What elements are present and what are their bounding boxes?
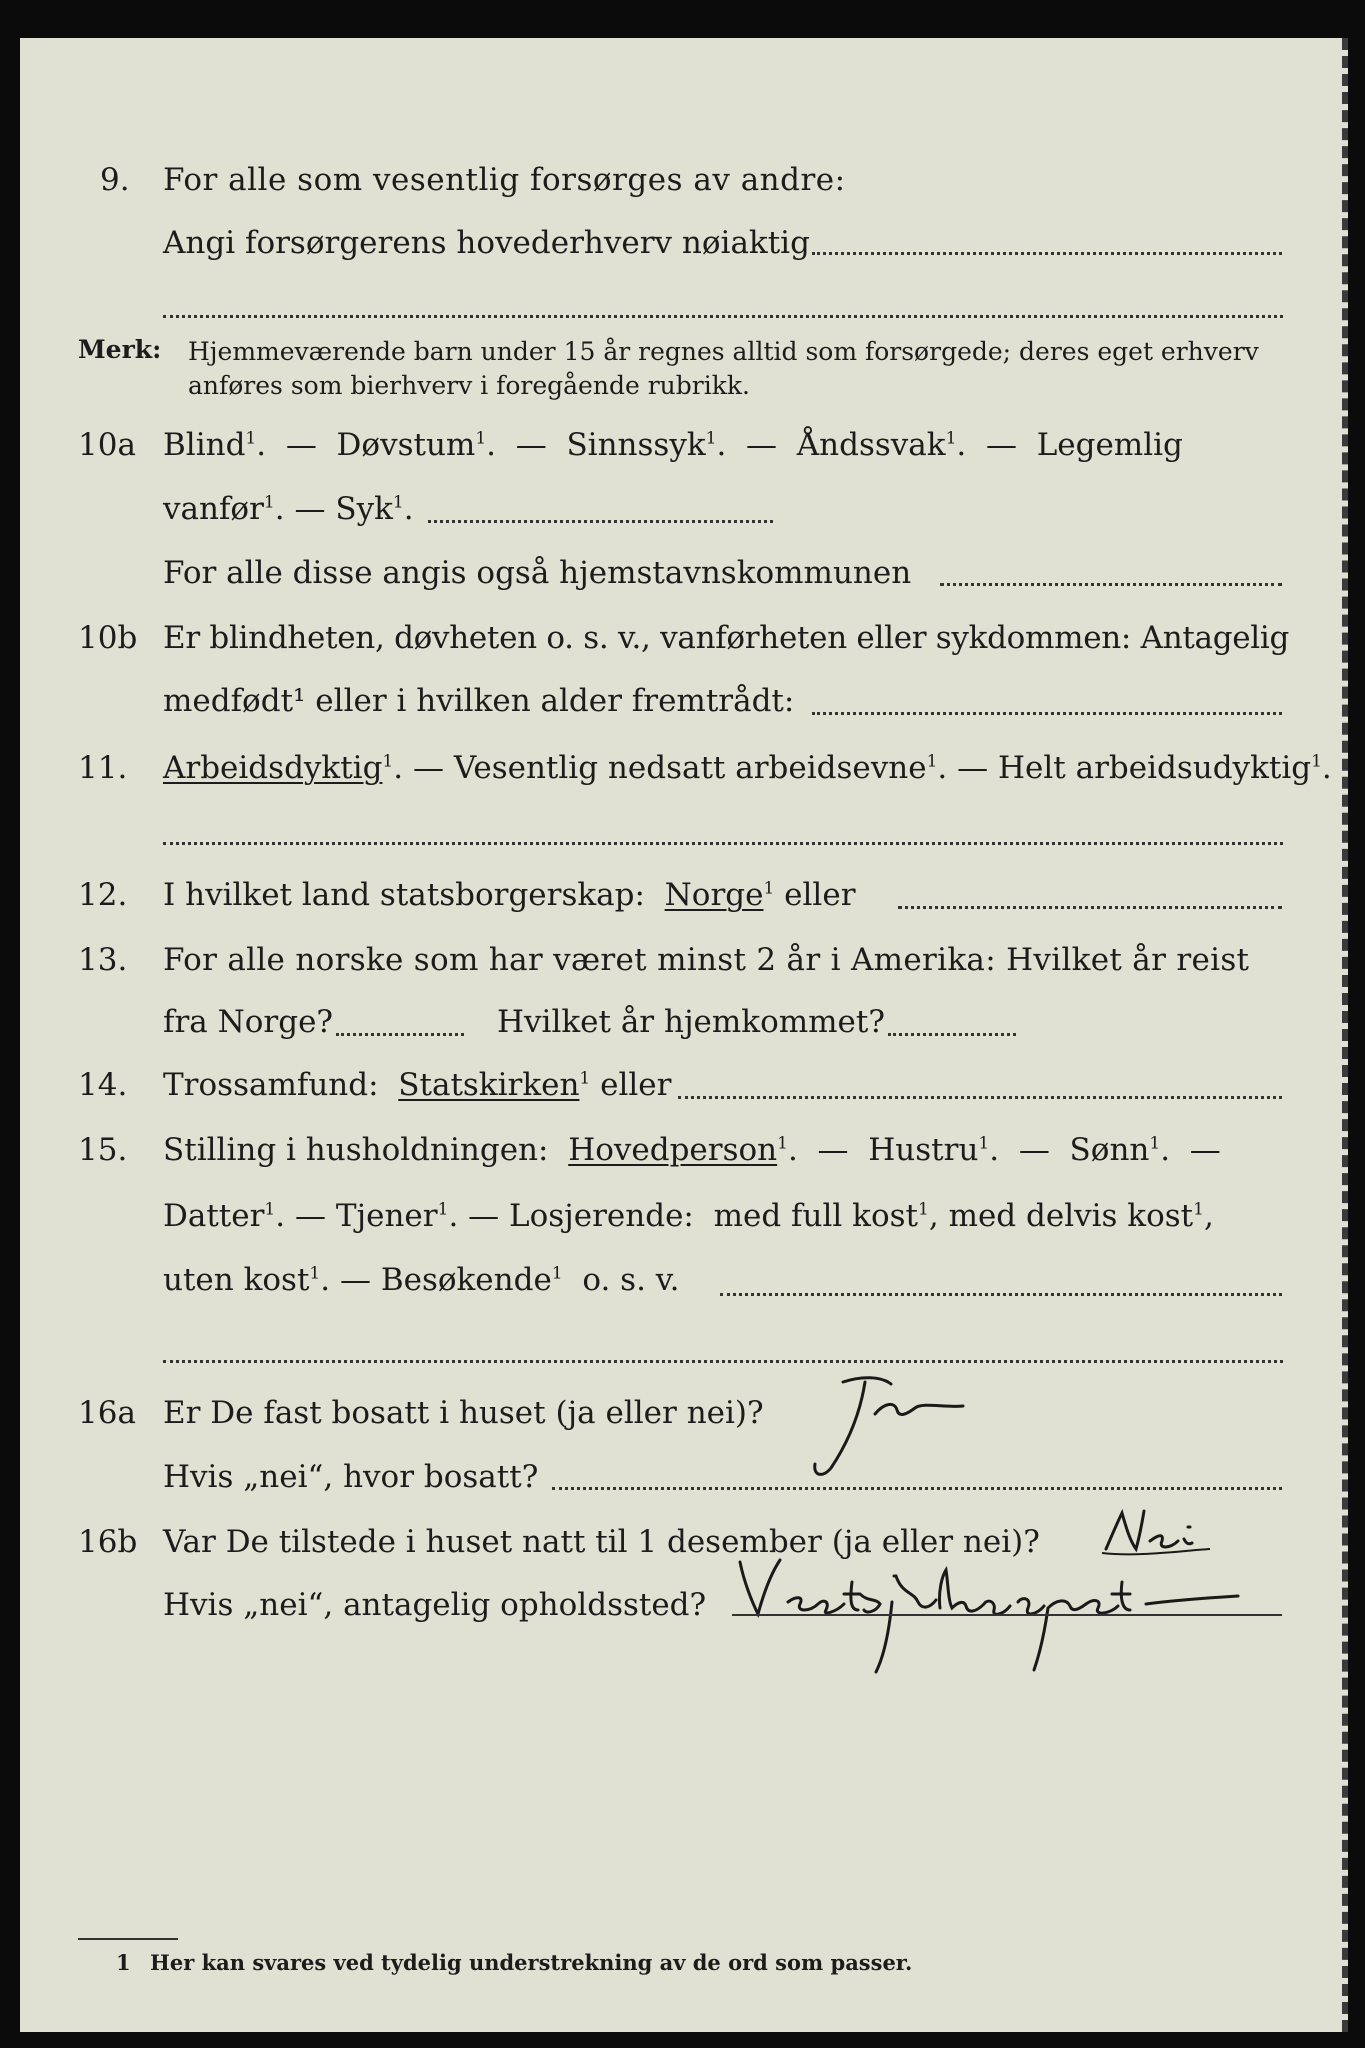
q9-line1: For alle som vesentlig forsørges av andre: (163, 162, 846, 198)
q13-answer-1 (336, 1033, 464, 1036)
q9-answer-line (812, 252, 1282, 255)
opt-legemlig: Legemlig (1036, 427, 1183, 463)
q14-suffix: eller (600, 1067, 672, 1103)
merk-line2: anføres som bierhverv i foregående rubrikk. (188, 371, 750, 400)
q14-prefix: Trossamfund: (163, 1067, 379, 1103)
q12-prefix: I hvilket land statsborgerskap: (163, 877, 645, 913)
q9-number: 9. (100, 162, 130, 198)
q14-answer-line (678, 1096, 1282, 1099)
opt-sonn: Sønn (1069, 1132, 1150, 1168)
q12-suffix: eller (784, 877, 856, 913)
q14-line: Trossamfund: Statskirken$^1$ eller (163, 1067, 672, 1103)
opt-besokende: Besøkende (380, 1262, 552, 1298)
merk-line1: Hjemmeværende barn under 15 år regnes alltid som forsørgede; deres eget erhverv (188, 337, 1259, 366)
opt-hustru: Hustru (868, 1132, 979, 1168)
q16b-number: 16b (78, 1524, 138, 1560)
opt-sinnssyk: Sinnssyk (566, 427, 706, 463)
q16a-number: 16a (78, 1395, 136, 1431)
q15-line2: Datter$^1$. — Tjener$^1$. — Losjerende: med full kost$^1$, med delvis kost$^1$, (163, 1198, 1214, 1234)
q15-prefix: Stilling i husholdningen: (163, 1132, 549, 1168)
q16b-answer-line (732, 1614, 1282, 1616)
q12-line: I hvilket land statsborgerskap: Norge$^1$ eller (163, 877, 856, 913)
opt-delvis: med delvis kost (948, 1198, 1194, 1234)
footnote-mark: 1 (116, 1950, 131, 1975)
q16b-line2: Hvis „nei“, antagelig opholdssted? (163, 1587, 707, 1623)
q11-answer-line (163, 842, 1283, 845)
q10a-line1: Blind$^1$. — Døvstum$^1$. — Sinnssyk$^1$. — Åndssvak$^1$. — Legemlig (163, 427, 1183, 463)
opt-andssvak: Åndssvak (796, 427, 946, 463)
q10a-answer-line-2 (940, 583, 1282, 586)
opt-udyktig: Helt arbeidsudyktig (997, 750, 1312, 786)
q15-line1: Stilling i husholdningen: Hovedperson$^1$. — Hustru$^1$. — Sønn$^1$. — (163, 1132, 1221, 1168)
q10a-answer-line (428, 520, 773, 523)
opt-syk: Syk (335, 491, 393, 527)
q10b-number: 10b (78, 620, 138, 656)
opt-dovstum: Døvstum (336, 427, 476, 463)
opt-datter: Datter (163, 1198, 265, 1234)
merk-label: Merk: (78, 335, 162, 364)
footnote-rule (78, 1938, 178, 1940)
q10b-answer-line (812, 712, 1282, 715)
q16a-answer-line (552, 1487, 1282, 1490)
opt-arbeidsdyktig: Arbeidsdyktig (163, 750, 383, 786)
opt-fullkost: med full kost (713, 1198, 918, 1234)
q15-osv: o. s. v. (582, 1262, 680, 1298)
opt-norge: Norge (664, 877, 764, 913)
q13-line2a: fra Norge? (163, 1004, 334, 1040)
q12-number: 12. (78, 877, 128, 913)
q13-answer-2 (888, 1033, 1016, 1036)
q13-line1: For alle norske som har været minst 2 år i Amerika: Hvilket år reist (163, 942, 1250, 978)
q13-number: 13. (78, 942, 128, 978)
opt-utenkost: uten kost (163, 1262, 310, 1298)
q12-answer-line (898, 906, 1282, 909)
q10a-line2: vanfør$^1$. — Syk$^1$. (163, 491, 414, 527)
q10a-number: 10a (78, 427, 136, 463)
q11-number: 11. (78, 750, 128, 786)
q10b-line1: Er blindheten, døvheten o. s. v., vanførheten eller sykdommen: Antagelig (163, 620, 1290, 656)
opt-losjerende: Losjerende: (509, 1198, 694, 1234)
q15-answer-line-2 (163, 1360, 1283, 1363)
opt-hovedperson: Hovedperson (568, 1132, 778, 1168)
q14-number: 14. (78, 1067, 128, 1103)
q13-line2b: Hvilket år hjemkommet? (497, 1004, 885, 1040)
q10b-line2: medfødt¹ eller i hvilken alder fremtrådt: (163, 683, 795, 719)
q15-line3: uten kost$^1$. — Besøkende$^1$ o. s. v. (163, 1262, 680, 1298)
opt-blind: Blind (163, 427, 246, 463)
opt-tjener: Tjener (335, 1198, 438, 1234)
handwritten-answer-ja (795, 1368, 970, 1483)
q16a-line1: Er De fast bosatt i huset (ja eller nei)? (163, 1395, 764, 1431)
q15-answer-line (720, 1293, 1282, 1296)
q16b-line1: Var De tilstede i huset natt til 1 desember (ja eller nei)? (163, 1524, 1040, 1560)
opt-vanfor: vanfør (163, 491, 264, 527)
q9-line2: Angi forsørgerens hovederhverv nøiaktig (163, 225, 810, 261)
q15-number: 15. (78, 1132, 128, 1168)
footnote-text: Her kan svares ved tydelig understrekning av de ord som passer. (150, 1950, 913, 1975)
q9-answer-line-2 (163, 315, 1283, 318)
opt-statskirken: Statskirken (398, 1067, 580, 1103)
q16a-line2: Hvis „nei“, hvor bosatt? (163, 1459, 539, 1495)
opt-nedsatt: Vesentlig nedsatt arbeidsevne (453, 750, 927, 786)
q10a-line3: For alle disse angis også hjemstavnskommunen (163, 555, 912, 591)
q11-line1: Arbeidsdyktig$^1$. — Vesentlig nedsatt arbeidsevne$^1$. — Helt arbeidsudyktig$^1$. (163, 750, 1332, 786)
handwritten-place-vestsjoleiet (726, 1552, 1256, 1687)
